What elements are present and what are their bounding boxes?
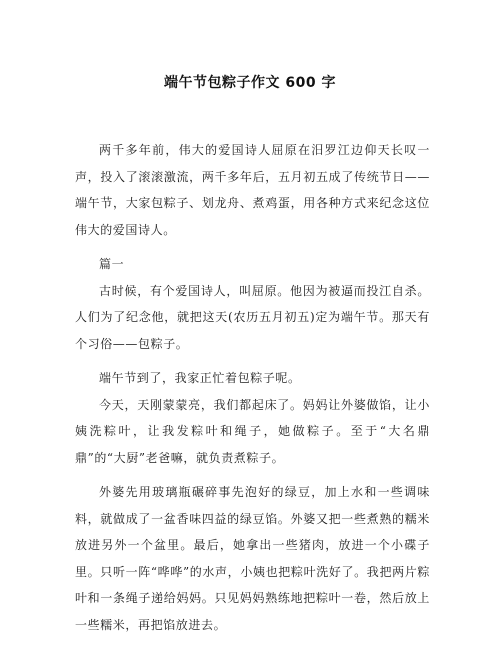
paragraph-quyuan: 古时候，有个爱国诗人，叫屈原。他因为被逼而投江自杀。人们为了纪念他，就把这天(农历五月初五)定为端午节。那天有个习俗——包粽子。 (75, 283, 430, 351)
paragraph-filling: 外婆先用玻璃瓶碾碎事先泡好的绿豆，加上水和一些调味料，就做成了一盆香味四益的绿豆馅。外婆又把一些煮熟的糯米放进另外一个盆里。最后，她拿出一些猪肉，放进一个小碟子里。只听一阵“哗哗”的水声，小姨也把粽叶洗好了。我把两片粽叶和一条绳子递给妈妈。只见妈妈熟练地把粽叶一卷，然后放上一些糯米，再把馅放进去。 (75, 485, 430, 632)
paragraph-busy: 端午节到了，我家正忙着包粽子呢。 (99, 371, 301, 385)
paragraph-morning: 今天，天刚蒙蒙亮，我们都起床了。妈妈让外婆做馅，让小姨洗粽叶，让我发粽叶和绳子，她做粽子。至于“大名鼎鼎”的“大厨”老爸嘛，就负责煮粽子。 (75, 397, 430, 465)
document-body (75, 137, 430, 646)
document-title: 端午节包粽子作文 600 字 (164, 75, 336, 91)
section-heading: 篇一 (99, 257, 125, 271)
paragraph-intro: 两千多年前，伟大的爱国诗人屈原在汨罗江边仰天长叹一声，投入了滚滚激流，两千多年后，五月初五成了传统节日——端午节，大家包粽子、划龙舟、煮鸡蛋，用各种方式来纪念这位伟大的爱国诗人。 (75, 143, 430, 237)
